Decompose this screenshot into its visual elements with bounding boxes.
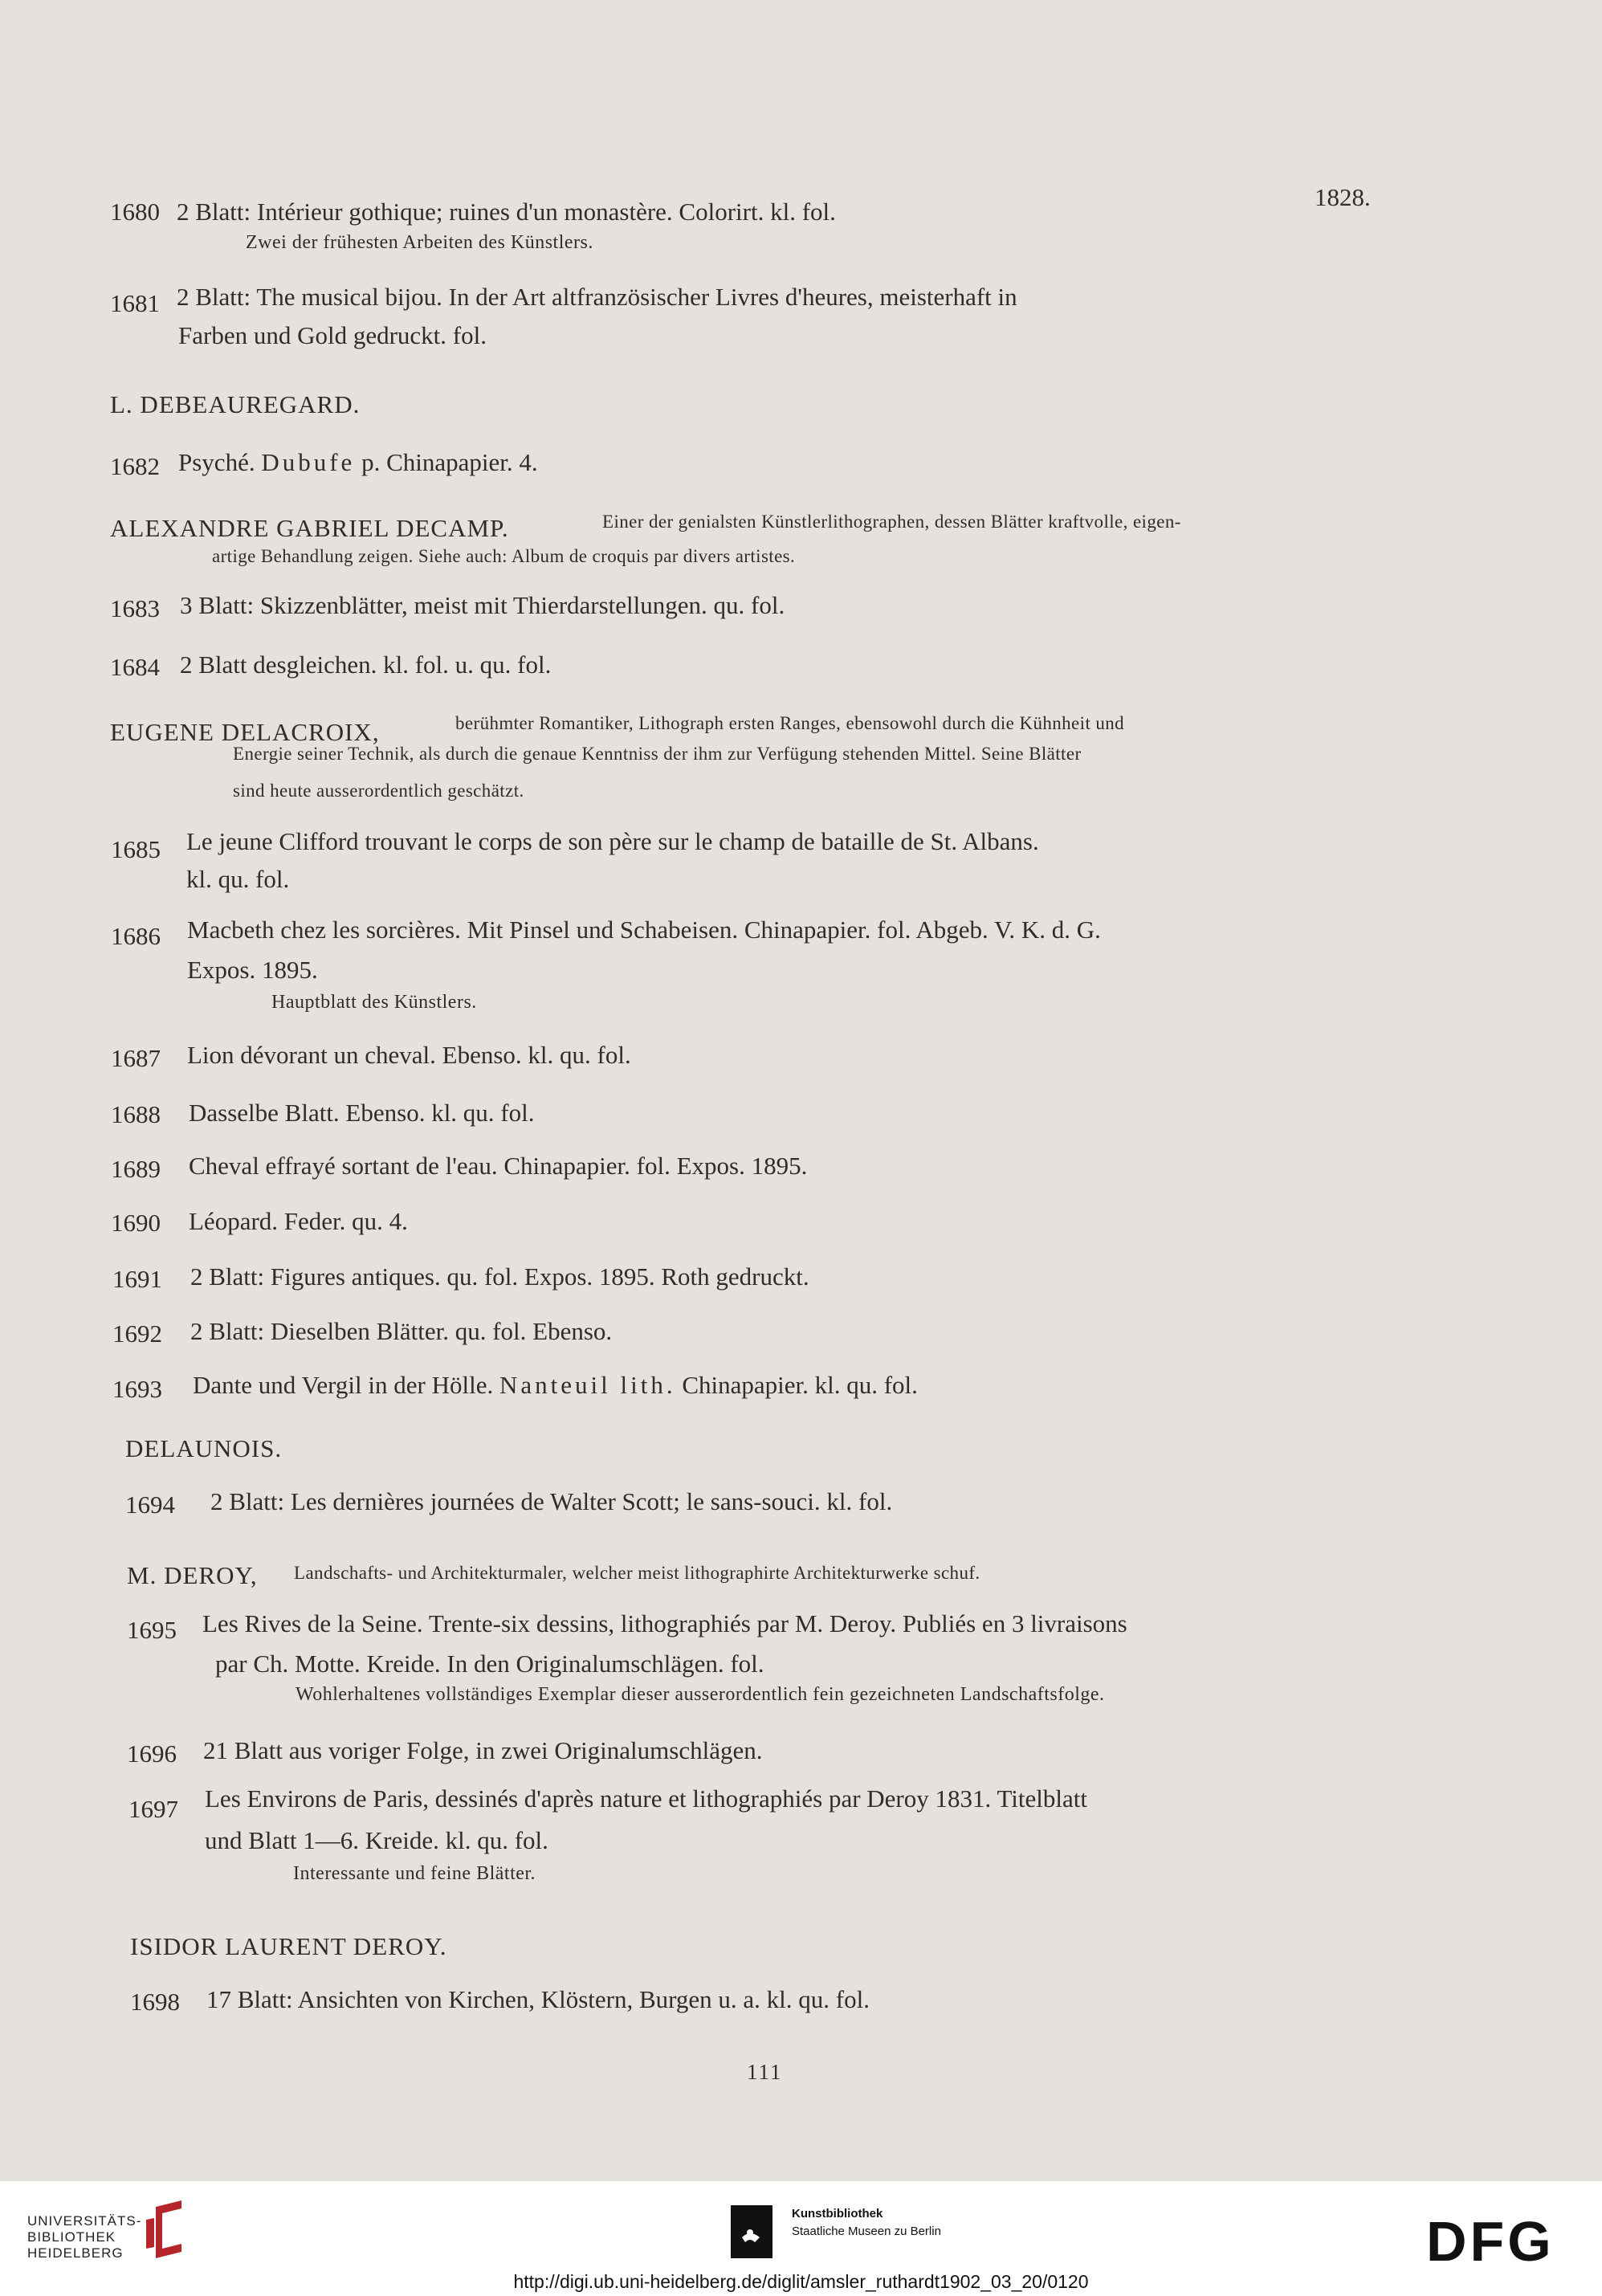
artist-desc-m-deroy: Landschafts- und Architekturmaler, welcher meist lithographirte Architekturwerke schuf. <box>294 1563 980 1583</box>
entry-text-1696: 21 Blatt aus voriger Folge, in zwei Originalumschlägen. <box>203 1736 763 1764</box>
source-url-link[interactable]: http://digi.ub.uni-heidelberg.de/diglit/amsler_ruthardt1902_03_20/0120 <box>513 2271 1089 2292</box>
entry-text-1686-line1: Macbeth chez les sorcières. Mit Pinsel und Schabeisen. Chinapapier. fol. Abgeb. V. K. d. G. <box>187 916 1101 944</box>
kunstbibliothek-name: Kunstbibliothek <box>792 2207 883 2221</box>
entry-number-1690: 1690 <box>111 1209 161 1237</box>
entry-number-1696: 1696 <box>127 1739 177 1768</box>
entry-text-1697-line2: und Blatt 1—6. Kreide. kl. qu. fol. <box>205 1826 548 1854</box>
entry-text-1689: Cheval effrayé sortant de l'eau. Chinapapier. fol. Expos. 1895. <box>189 1152 808 1180</box>
entry-note-1695: Wohlerhaltenes vollständiges Exemplar dieser ausserordentlich fein gezeichneten Landschaftsfolge. <box>296 1684 1105 1705</box>
entry-text-1680: 2 Blatt: Intérieur gothique; ruines d'un monastère. Colorirt. kl. fol. <box>177 198 836 226</box>
entry-text-1684: 2 Blatt desgleichen. kl. fol. u. qu. fol. <box>180 650 552 679</box>
entry-text-1690: Léopard. Feder. qu. 4. <box>189 1207 408 1235</box>
ub-line-1: UNIVERSITÄTS- <box>27 2213 142 2229</box>
entry-text-1687: Lion dévorant un cheval. Ebenso. kl. qu. fol. <box>187 1041 631 1069</box>
digitization-footer <box>0 2181 1602 2296</box>
ub-heidelberg-logo-icon[interactable] <box>145 2199 190 2260</box>
artist-desc-delacroix-2: Energie seiner Technik, als durch die genaue Kenntniss der ihm zur Verfügung stehenden Mittel. Seine Blätter <box>233 744 1082 764</box>
artist-desc-delacroix-1: berühmter Romantiker, Lithograph ersten Ranges, ebensowohl durch die Kühnheit und <box>455 713 1125 733</box>
entry-text-1697-line1: Les Environs de Paris, dessinés d'après nature et lithographiés par Deroy 1831. Titelblatt <box>205 1784 1087 1813</box>
entry-number-1680: 1680 <box>110 198 160 226</box>
entry-text-1681-line1: 2 Blatt: The musical bijou. In der Art altfranzösischer Livres d'heures, meisterhaft in <box>177 283 1017 311</box>
entry-text-1691: 2 Blatt: Figures antiques. qu. fol. Expos. 1895. Roth gedruckt. <box>190 1262 809 1291</box>
entry-text-1693-post: Chinapapier. kl. qu. fol. <box>682 1371 918 1399</box>
kunstbibliothek-subtitle: Staatliche Museen zu Berlin <box>792 2225 941 2238</box>
artist-heading-debeauregard: L. DEBEAUREGARD. <box>110 390 361 418</box>
entry-text-1682-spaced: Dubufe <box>261 448 356 476</box>
entry-text-1698: 17 Blatt: Ansichten von Kirchen, Klöstern, Burgen u. a. kl. qu. fol. <box>206 1985 870 2013</box>
entry-text-1685-line1: Le jeune Clifford trouvant le corps de son père sur le champ de bataille de St. Albans. <box>186 827 1039 855</box>
entry-text-1693 <box>193 1371 918 1400</box>
entry-number-1691: 1691 <box>112 1265 162 1293</box>
entry-text-1685-line2: kl. qu. fol. <box>186 865 290 893</box>
entry-text-1692: 2 Blatt: Dieselben Blätter. qu. fol. Ebenso. <box>190 1317 613 1345</box>
entry-note-1680: Zwei der frühesten Arbeiten des Künstlers. <box>246 232 593 253</box>
entry-number-1692: 1692 <box>112 1319 162 1348</box>
entry-text-1686-line2: Expos. 1895. <box>187 956 318 984</box>
artist-desc-decamp-2: artige Behandlung zeigen. Siehe auch: Album de croquis par divers artistes. <box>212 546 796 566</box>
entry-number-1686: 1686 <box>111 922 161 950</box>
entry-text-1693-pre: Dante und Vergil in der Hölle. <box>193 1371 494 1399</box>
entry-note-1697: Interessante und feine Blätter. <box>293 1863 536 1884</box>
entry-text-1694: 2 Blatt: Les dernières journées de Walter Scott; le sans-souci. kl. fol. <box>210 1487 893 1515</box>
entry-text-1681-line2: Farben und Gold gedruckt. fol. <box>178 321 487 349</box>
artist-heading-isidor-deroy: ISIDOR LAURENT DEROY. <box>130 1932 447 1960</box>
entry-number-1697: 1697 <box>128 1795 178 1823</box>
entry-number-1683: 1683 <box>110 594 160 622</box>
entry-number-1681: 1681 <box>110 289 160 317</box>
artist-heading-m-deroy: M. DEROY, <box>127 1561 258 1589</box>
artist-desc-decamp-1: Einer der genialsten Künstlerlithographen, dessen Blätter kraftvolle, eigen- <box>602 512 1181 532</box>
artist-desc-delacroix-3: sind heute ausserordentlich geschätzt. <box>233 781 524 801</box>
kunstbibliothek-logo-icon[interactable] <box>731 2205 772 2258</box>
entry-number-1688: 1688 <box>111 1100 161 1128</box>
entry-text-1688: Dasselbe Blatt. Ebenso. kl. qu. fol. <box>189 1099 535 1127</box>
artist-heading-delaunois: DELAUNOIS. <box>125 1434 283 1462</box>
entry-text-1682-post: p. Chinapapier. 4. <box>361 448 538 476</box>
ub-line-2: BIBLIOTHEK <box>27 2229 116 2245</box>
entry-number-1698: 1698 <box>130 1988 180 2016</box>
entry-number-1693: 1693 <box>112 1375 162 1403</box>
entry-number-1687: 1687 <box>111 1044 161 1072</box>
entry-number-1694: 1694 <box>125 1491 175 1519</box>
ub-line-3: HEIDELBERG <box>27 2245 124 2261</box>
entry-number-1689: 1689 <box>111 1155 161 1183</box>
entry-year-1680: 1828. <box>1315 183 1371 211</box>
dfg-logo[interactable]: DFG <box>1426 2210 1555 2273</box>
entry-note-1686: Hauptblatt des Künstlers. <box>271 992 477 1013</box>
entry-text-1682 <box>178 448 538 477</box>
ub-heidelberg-wordmark[interactable] <box>27 2213 141 2261</box>
entry-text-1683: 3 Blatt: Skizzenblätter, meist mit Thierdarstellungen. qu. fol. <box>180 591 785 619</box>
entry-number-1695: 1695 <box>127 1616 177 1644</box>
entry-number-1684: 1684 <box>110 653 160 681</box>
artist-heading-decamp: ALEXANDRE GABRIEL DECAMP. <box>110 514 509 542</box>
entry-text-1695-line2: par Ch. Motte. Kreide. In den Originalumschlägen. fol. <box>215 1650 764 1678</box>
artist-heading-delacroix: EUGENE DELACROIX, <box>110 718 380 746</box>
entry-text-1695-line1: Les Rives de la Seine. Trente-six dessins, lithographiés par M. Deroy. Publiés en 3 livraisons <box>202 1609 1127 1637</box>
page-number: 111 <box>747 2060 783 2084</box>
entry-number-1682: 1682 <box>110 452 160 480</box>
entry-text-1682-pre: Psyché. <box>178 448 255 476</box>
entry-text-1693-spaced: Nanteuil lith. <box>499 1371 676 1399</box>
entry-number-1685: 1685 <box>111 835 161 863</box>
